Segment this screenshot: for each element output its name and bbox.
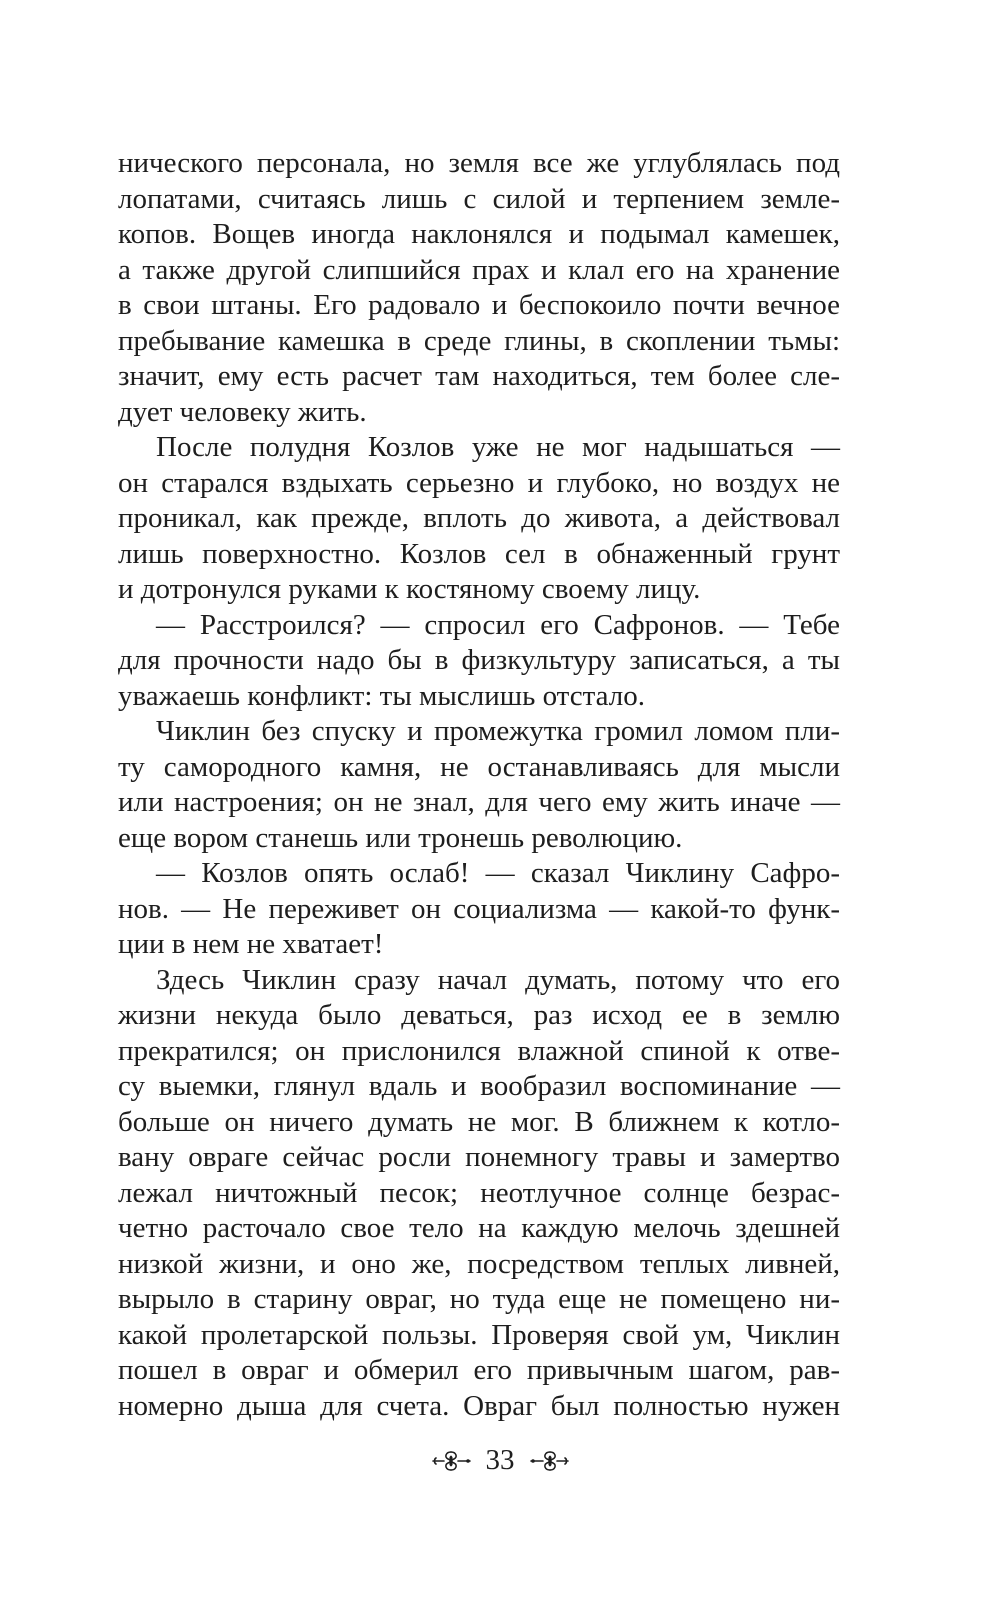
fleuron-ornament-left-icon (430, 1448, 472, 1474)
text-line: нов. — Не переживет он социализма — какой-то функ- (118, 892, 840, 925)
text-line: — Козлов опять ослаб! — сказал Чиклину Сафро- (156, 857, 840, 889)
text-line: пошел в овраг и обмерил его привычным шагом, рав- (118, 1354, 840, 1386)
text-line: нического персонала, но земля все же углублялась под (118, 147, 840, 179)
paragraph (118, 608, 840, 715)
text-line: вырыло в старину овраг, но туда еще не помещено ни- (118, 1283, 840, 1315)
text-line: жизни некуда было деваться, раз исход ее в землю (118, 999, 840, 1031)
page-footer (0, 1444, 1000, 1477)
text-line: или настроения; он не знал, для чего ему жить иначе — (118, 786, 840, 818)
text-line: прекратился; он прислонился влажной спиной к отве- (118, 1034, 840, 1067)
text-line: он старался вздыхать серьезно и глубоко, но воздух не (118, 466, 840, 499)
text-line: вану овраге сейчас росли понемногу травы и замертво (118, 1141, 840, 1173)
text-line: дует человеку жить. (118, 395, 367, 428)
text-line: После полудня Козлов уже не мог надышаться — (156, 431, 840, 463)
text-line: больше он ничего думать не мог. В ближнем к котло- (118, 1105, 840, 1138)
text-line: Здесь Чиклин сразу начал думать, потому что его (156, 963, 840, 996)
text-line: в свои штаны. Его радовало и беспокоило почти вечное (118, 289, 840, 321)
paragraph (118, 963, 840, 1425)
fleuron-ornament-right-icon (529, 1448, 571, 1474)
text-line: значит, ему есть расчет там находиться, тем более сле- (118, 360, 840, 392)
page-number: 33 (485, 1444, 515, 1476)
text-line: лежал ничтожный песок; неотлучное солнце безрас- (118, 1176, 840, 1209)
text-line: — Расстроился? — спросил его Сафронов. — Тебе (156, 608, 840, 641)
text-line: низкой жизни, и оно же, посредством теплых ливней, (118, 1247, 840, 1280)
body-text (118, 146, 840, 1424)
paragraph (118, 146, 840, 430)
text-line: ту самородного камня, не останавливаясь для мысли (118, 750, 840, 783)
text-line: ции в нем не хватает! (118, 928, 384, 960)
text-line: проникал, как прежде, вплоть до живота, а действовал (118, 502, 840, 534)
text-line: копов. Вощев иногда наклонялся и подымал камешек, (118, 218, 840, 250)
text-line: Чиклин без спуску и промежутка громил ломом пли- (156, 715, 840, 747)
text-line: а также другой слипшийся прах и клал его на хранение (118, 253, 840, 286)
paragraph (118, 714, 840, 856)
paragraph (118, 430, 840, 608)
text-line: номерно дыша для счета. Овраг был полностью нужен (118, 1389, 840, 1422)
text-line: су выемки, глянул вдаль и вообразил воспоминание — (118, 1070, 840, 1102)
text-line: какой пролетарской пользы. Проверяя свой ум, Чиклин (118, 1318, 840, 1351)
text-line: лишь поверхностно. Козлов сел в обнаженный грунт (118, 537, 840, 570)
text-line: еще вором станешь или тронешь революцию. (118, 821, 683, 854)
paragraph (118, 856, 840, 963)
text-line: для прочности надо бы в физкультуру записаться, а ты (118, 644, 840, 676)
text-line: пребывание камешка в среде глины, в скоплении тьмы: (118, 324, 840, 357)
text-line: и дотронулся руками к костяному своему лицу. (118, 573, 701, 605)
text-line: уважаешь конфликт: ты мыслишь отстало. (118, 679, 645, 712)
text-line: четно расточало свое тело на каждую мелочь здешней (118, 1212, 840, 1244)
text-line: лопатами, считаясь лишь с силой и терпением земле- (118, 182, 840, 215)
